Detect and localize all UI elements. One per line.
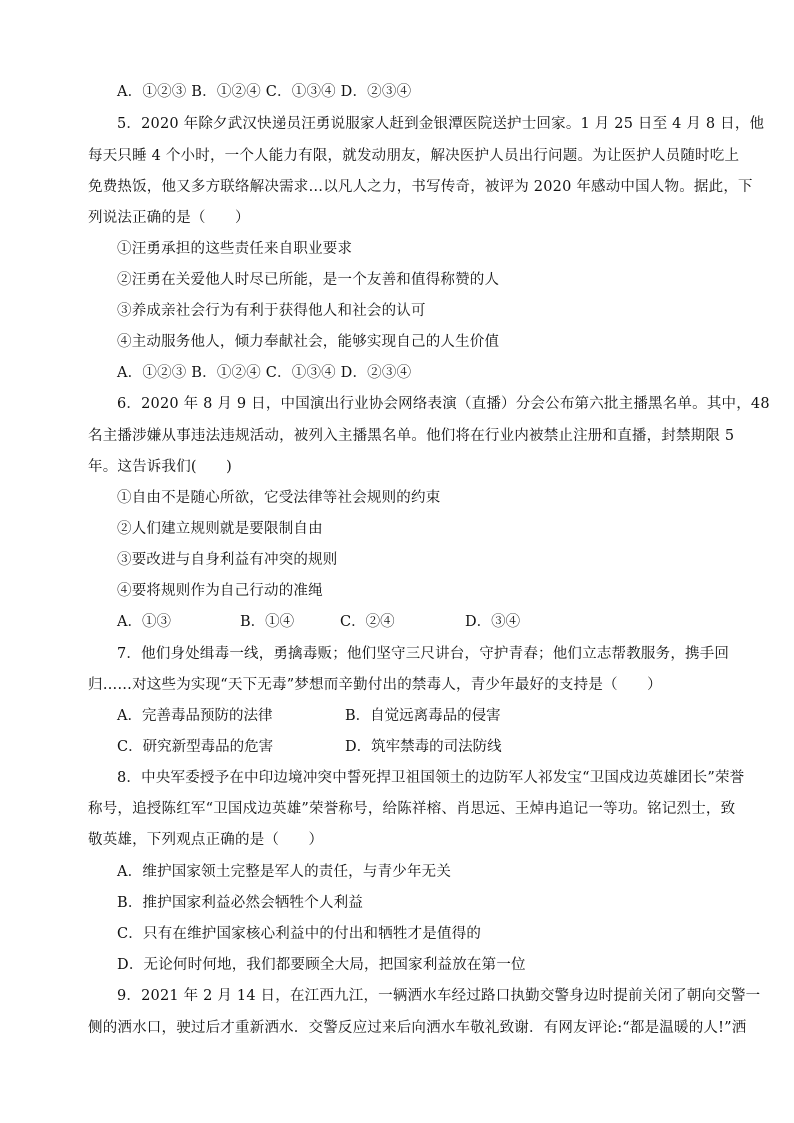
q5-stem-line-4: 列说法正确的是（ ）: [88, 210, 250, 226]
q5-stem-line-1: 5．2020 年除夕武汉快递员汪勇说服家人赶到金银潭医院送护士回家。1 月 25 日至 4 月 8 日，他: [117, 116, 765, 132]
q6-item-1: ①自由不是随心所欲，它受法律等社会规则的约束: [117, 490, 441, 506]
q5-item-3: ③养成亲社会行为有利于获得他人和社会的认可: [117, 303, 426, 319]
q6-option-b: B．①④: [240, 614, 295, 630]
q6-item-2: ②人们建立规则就是要限制自由: [117, 521, 323, 537]
q7-option-a: A．完善毒品预防的法律: [117, 708, 273, 724]
q8-stem-line-2: 称号，追授陈红军“卫国戍边英雄”荣誉称号，给陈祥榕、肖思远、王焯冉追记一等功。铭记烈士，致: [88, 801, 736, 817]
q5-options: A．①②③ B．①②④ C．①③④ D．②③④: [117, 365, 412, 381]
q8-option-d: D．无论何时何地，我们都要顾全大局，把国家利益放在第一位: [117, 957, 526, 973]
q6-option-c: C．②④: [340, 614, 395, 630]
q6-item-3: ③要改进与自身利益有冲突的规则: [117, 552, 338, 568]
q5-item-4: ④主动服务他人，倾力奉献社会，能够实现自己的人生价值: [117, 334, 500, 350]
q6-stem-line-3: 年。这告诉我们( ): [88, 459, 233, 475]
q8-stem-line-3: 敬英雄，下列观点正确的是（ ）: [88, 832, 324, 848]
q5-stem-line-3: 免费热饭，他又多方联络解决需求…以凡人之力，书写传奇，被评为 2020 年感动中国人物。据此，下: [88, 179, 753, 195]
q7-stem-line-1: 7．他们身处缉毒一线，勇擒毒贩；他们坚守三尺讲台，守护青春；他们立志帮教服务，携手回: [117, 646, 730, 662]
q7-option-d: D．筑牢禁毒的司法防线: [345, 739, 502, 755]
q8-option-b: B．推护国家利益必然会牺牲个人利益: [117, 895, 364, 911]
q6-item-4: ④要将规则作为自己行动的准绳: [117, 583, 323, 599]
q7-option-c: C．研究新型毒品的危害: [117, 739, 274, 755]
q8-option-c: C．只有在维护国家核心利益中的付出和牺牲才是值得的: [117, 926, 482, 942]
q5-item-1: ①汪勇承担的这些责任来自职业要求: [117, 241, 353, 257]
q6-stem-line-2: 名主播涉嫌从事违法违规活动，被列入主播黑名单。他们将在行业内被禁止注册和直播，封禁期限 5: [88, 428, 735, 444]
q5-stem-line-2: 每天只睡 4 个小时，一个人能力有限，就发动朋友，解决医护人员出行问题。为让医护人员随时吃上: [88, 148, 740, 164]
q6-option-d: D．③④: [465, 614, 521, 630]
q8-option-a: A．维护国家领土完整是军人的责任，与青少年无关: [117, 864, 452, 880]
q9-stem-line-2: 侧的洒水口，驶过后才重新洒水．交警反应过来后向洒水车敬礼致谢．有网友评论:“都是温暖的人!”洒: [88, 1020, 747, 1036]
q6-stem-line-1: 6．2020 年 8 月 9 日，中国演出行业协会网络表演（直播）分会公布第六批主播黑名单。其中，48: [117, 396, 770, 412]
q9-stem-line-1: 9．2021 年 2 月 14 日，在江西九江，一辆洒水车经过路口执勤交警身边时提前关闭了朝向交警一: [117, 988, 761, 1004]
q7-option-b: B．自觉远离毒品的侵害: [345, 708, 501, 724]
q5-item-2: ②汪勇在关爱他人时尽已所能，是一个友善和值得称赞的人: [117, 272, 500, 288]
q6-option-a: A．①③: [117, 614, 171, 630]
q8-stem-line-1: 8．中央军委授予在中印边境冲突中誓死捍卫祖国领土的边防军人祁发宝“卫国戍边英雄团长”荣誉: [117, 770, 745, 786]
q4-options: A．①②③ B．①②④ C．①③④ D．②③④: [117, 84, 412, 100]
q7-stem-line-2: 归……对这些为实现“天下无毒”梦想而辛勤付出的禁毒人，青少年最好的支持是（ ）: [88, 677, 662, 693]
